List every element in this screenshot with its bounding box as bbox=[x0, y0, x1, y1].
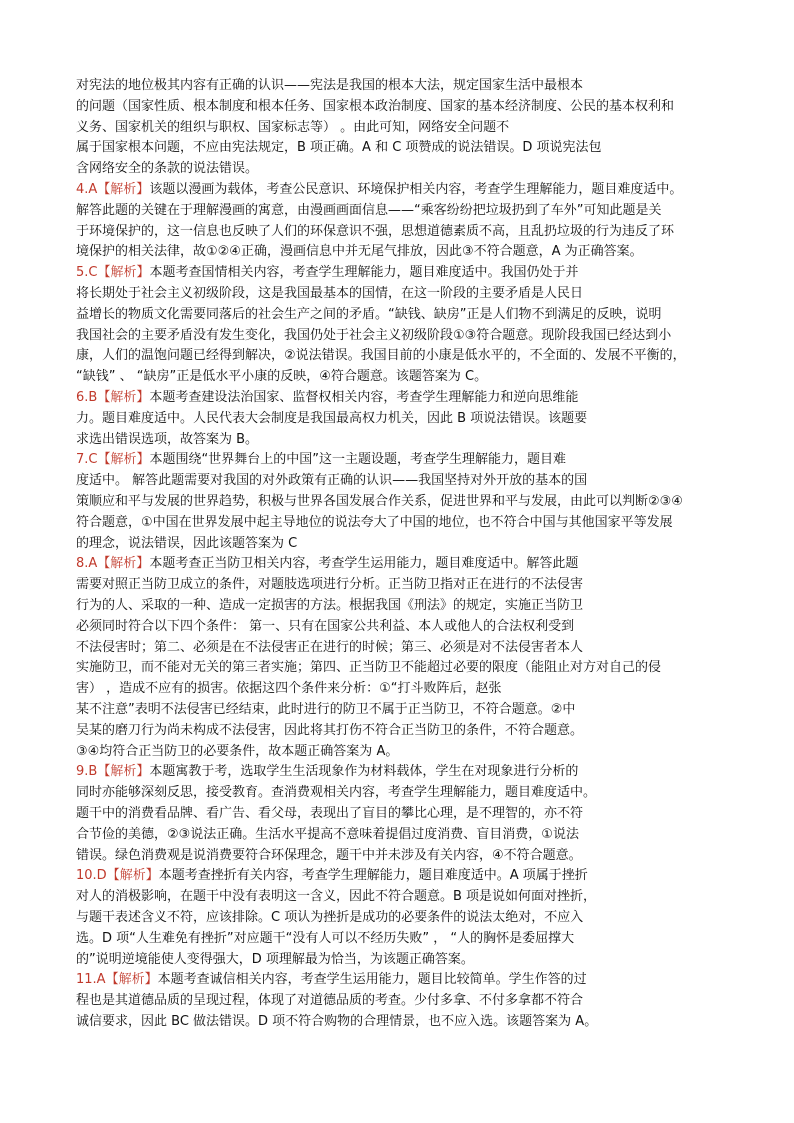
line-text: 度适中。 解答此题需要对我国的对外政策有正确的认识——我国坚持对外开放的基本的国 bbox=[76, 473, 588, 489]
line-text: ③④均符合正当防卫的必要条件，故本题正确答案为 A。 bbox=[76, 743, 399, 759]
line-text: 解答此题的关键在于理解漫画的寓意，由漫画画面信息——“乘客纷纷把垃圾扔到了车外”可知此题是关 bbox=[76, 202, 662, 218]
line-text: 康，人们的温饱问题已经得到解决，②说法错误。我国目前的小康是低水平的，不全面的、发展不平衡的， bbox=[76, 348, 686, 364]
line-text: 同时亦能够深刻反思，接受教育。查消费观相关内容，考查学生理解能力，题目难度适中。 bbox=[76, 785, 597, 801]
line-text: 吴某的磨刀行为尚未构成不法侵害，因此将其打伤不符合正当防卫的条件，不符合题意。 bbox=[76, 722, 584, 738]
line-text: 本题围绕“世界舞台上的中国”这一主题设题，考查学生理解能力，题目难 bbox=[149, 452, 566, 468]
line-text: 必须同时符合以下四个条件： 第一、只有在国家公共利益、本人或他人的合法权利受到 bbox=[76, 618, 575, 634]
text-line bbox=[76, 723, 583, 739]
line-text: 策顺应和平与发展的世界趋势，积极与世界各国发展合作关系，促进世界和平与发展，由此可以判断②③④ bbox=[76, 494, 683, 509]
text-line bbox=[76, 848, 582, 864]
line-text: 本题考查国情相关内容，考查学生理解能力，题目难度适中。我国仍处于并 bbox=[149, 265, 579, 281]
text-line bbox=[76, 286, 583, 302]
text-line bbox=[76, 536, 297, 552]
line-text: 本题考查建设法治国家、监督权相关内容，考查学生理解能力和逆向思维能 bbox=[149, 390, 579, 405]
text-line bbox=[76, 598, 583, 614]
line-text: 实施防卫，而不能对无关的第三者实施；第四、正当防卫不能超过必要的限度（能阻止对方对自己的侵 bbox=[76, 660, 662, 676]
text-line bbox=[76, 764, 578, 780]
analysis-tag: 【解析】 bbox=[97, 390, 150, 405]
line-text: 合节俭的美德，②③说法正确。生活水平提高不意味着提倡过度消费、盲目消费，①说法 bbox=[76, 826, 579, 842]
line-text: 诚信要求，因此 BC 做法错误。D 项不符合购物的合理情景，也不应入选。该题答案为 A。 bbox=[76, 1014, 598, 1029]
question-number: 9.B bbox=[76, 764, 98, 780]
text-line bbox=[76, 640, 583, 656]
text-line bbox=[76, 952, 474, 968]
text-line bbox=[76, 307, 661, 323]
text-line bbox=[76, 868, 588, 884]
text-line bbox=[76, 244, 643, 260]
question-number: 5.C bbox=[76, 265, 98, 281]
text-line bbox=[76, 577, 583, 593]
analysis-tag: 【解析】 bbox=[97, 452, 150, 468]
question-number: 4.A bbox=[76, 182, 98, 197]
text-line bbox=[76, 328, 671, 344]
question-number: 8.A bbox=[76, 556, 98, 572]
text-line bbox=[76, 224, 674, 240]
line-text: 与题干表述含义不符，应该排除。C 项认为挫折是成功的必要条件的说法太绝对，不应入 bbox=[76, 910, 584, 925]
line-text: 错误。绿色消费观是说消费要符合环保理念，题干中并未涉及有关内容，④不符合题意。 bbox=[76, 847, 582, 863]
line-text: “缺钱” 、 “缺房”正是低水平小康的反映，④符合题意。该题答案为 C。 bbox=[76, 369, 488, 385]
analysis-tag: 【解析】 bbox=[97, 556, 150, 572]
line-text: 境保护的相关法律，故①②④正确，漫画信息中并无尾气排放，因此③不符合题意，A 为正确答案。 bbox=[76, 244, 643, 260]
text-line bbox=[76, 681, 502, 697]
text-line bbox=[76, 494, 683, 510]
line-text: 不法侵害时；第二、必须是在不法侵害正在进行的时候；第三、必须是对不法侵害者本人 bbox=[76, 639, 584, 655]
text-line bbox=[76, 993, 583, 1009]
text-line bbox=[76, 806, 583, 822]
line-text: 行为的人、采取的一种、造成一定损害的方法。根据我国《刑法》的规定，实施正当防卫 bbox=[76, 598, 584, 613]
line-text: 的理念，说法错误，因此该题答案为 C bbox=[76, 535, 298, 551]
line-text: 选。D 项“人生难免有挫折”对应题干“没有人可以不经历失败” ， “人的胸怀是委屈撑大 bbox=[76, 930, 575, 946]
text-line bbox=[76, 744, 398, 760]
text-line bbox=[76, 369, 487, 385]
line-text: 本题考查诚信相关内容，考查学生运用能力，题目比较简单。学生作答的过 bbox=[157, 972, 587, 988]
line-text: 益增长的物质文化需要同落后的社会生产之间的矛盾。“缺钱、缺房”正是人们物不到满足的反映，说明 bbox=[76, 306, 662, 322]
text-line bbox=[76, 515, 673, 531]
line-text: 力。题目难度适中。人民代表大会制度是我国最高权力机关，因此 B 项说法错误。该题要 bbox=[76, 410, 588, 426]
text-line bbox=[76, 390, 578, 406]
text-line bbox=[76, 182, 682, 198]
question-number: 11.A bbox=[76, 972, 106, 988]
text-line bbox=[76, 473, 587, 489]
line-text: 义务、国家机关的组织与职权、国家标志等） 。由此可知，网络安全问题不 bbox=[76, 119, 510, 135]
text-line bbox=[76, 910, 583, 926]
text-line bbox=[76, 99, 674, 115]
question-number: 10.D bbox=[76, 868, 107, 884]
line-text: 需要对照正当防卫成立的条件，对题肢选项进行分析。正当防卫指对正在进行的不法侵害 bbox=[76, 577, 584, 593]
text-line bbox=[76, 161, 258, 177]
line-text: 将长期处于社会主义初级阶段，这是我国最基本的国情，在这一阶段的主要矛盾是人民日 bbox=[76, 286, 584, 301]
text-line bbox=[76, 140, 602, 156]
line-text: 本题寓教于考，选取学生生活现象作为材料载体，学生在对现象进行分析的 bbox=[149, 764, 579, 780]
line-text: 本题考查挫折有关内容，考查学生理解能力，题目难度适中。A 项属于挫折 bbox=[158, 868, 588, 884]
line-text: 对宪法的地位极其内容有正确的认识——宪法是我国的根本大法，规定国家生活中最根本 bbox=[76, 78, 584, 93]
text-line bbox=[76, 78, 583, 94]
line-text: 的问题（国家性质、根本制度和根本任务、国家根本政治制度、国家的基本经济制度、公民的基本权利和 bbox=[76, 98, 675, 114]
line-text: 本题考查正当防卫相关内容，考查学生运用能力，题目难度适中。解答此题 bbox=[149, 556, 579, 572]
text-line bbox=[76, 556, 578, 572]
text-line bbox=[76, 785, 596, 801]
text-line bbox=[76, 619, 574, 635]
text-line bbox=[76, 931, 574, 947]
text-line bbox=[76, 827, 579, 843]
text-line bbox=[76, 1014, 597, 1030]
line-text: 属于国家根本问题，不应由宪法规定，B 项正确。A 和 C 项赞成的说法错误。D 项说宪法包 bbox=[76, 140, 602, 156]
line-text: 程也是其道德品质的呈现过程，体现了对道德品质的考查。少付多拿、不付多拿都不符合 bbox=[76, 993, 584, 1009]
line-text: 该题以漫画为载体，考查公民意识、环境保护相关内容，考查学生理解能力，题目难度适中。 bbox=[149, 182, 683, 197]
question-number: 6.B bbox=[76, 390, 98, 405]
line-text: 含网络安全的条款的说法错误。 bbox=[76, 161, 259, 177]
text-line bbox=[76, 348, 686, 364]
text-line bbox=[76, 411, 587, 427]
text-line bbox=[76, 889, 596, 905]
line-text: 的”说明逆境能使人变得强大，D 项理解最为恰当，为该题正确答案。 bbox=[76, 951, 474, 967]
text-line bbox=[76, 972, 587, 988]
line-text: 求选出错误选项，故答案为 B。 bbox=[76, 431, 259, 447]
text-line bbox=[76, 660, 661, 676]
text-line bbox=[76, 432, 258, 448]
analysis-tag: 【解析】 bbox=[105, 972, 158, 988]
line-text: 对人的消极影响，在题干中没有表明这一含义，因此不符合题意。B 项是说如何面对挫折， bbox=[76, 889, 597, 905]
analysis-tag: 【解析】 bbox=[97, 265, 150, 281]
text-line bbox=[76, 120, 509, 136]
question-number: 7.C bbox=[76, 452, 98, 468]
line-text: 于环境保护的，这一信息也反映了人们的环保意识不强，思想道德素质不高，且乱扔垃圾的行为违反了环 bbox=[76, 223, 675, 239]
analysis-tag: 【解析】 bbox=[106, 868, 159, 884]
text-line bbox=[76, 702, 575, 718]
text-line bbox=[76, 203, 661, 219]
analysis-tag: 【解析】 bbox=[97, 764, 150, 780]
line-text: 我国社会的主要矛盾没有发生变化，我国仍处于社会主义初级阶段①③符合题意。现阶段我国已经达到小 bbox=[76, 327, 672, 343]
text-line bbox=[76, 265, 579, 281]
line-text: 害） ，造成不应有的损害。依据这四个条件来分析：①“打斗败阵后，赵张 bbox=[76, 681, 502, 697]
line-text: 题干中的消费看品牌、看广告、看父母，表现出了盲目的攀比心理，是不理智的，亦不符 bbox=[76, 806, 584, 821]
analysis-tag: 【解析】 bbox=[97, 182, 150, 197]
line-text: 某不注意”表明不法侵害已经结束，此时进行的防卫不属于正当防卫，不符合题意。②中 bbox=[76, 702, 576, 717]
text-line bbox=[76, 452, 566, 468]
line-text: 符合题意，①中国在世界发展中起主导地位的说法夸大了中国的地位，也不符合中国与其他国家平等发展 bbox=[76, 514, 673, 530]
